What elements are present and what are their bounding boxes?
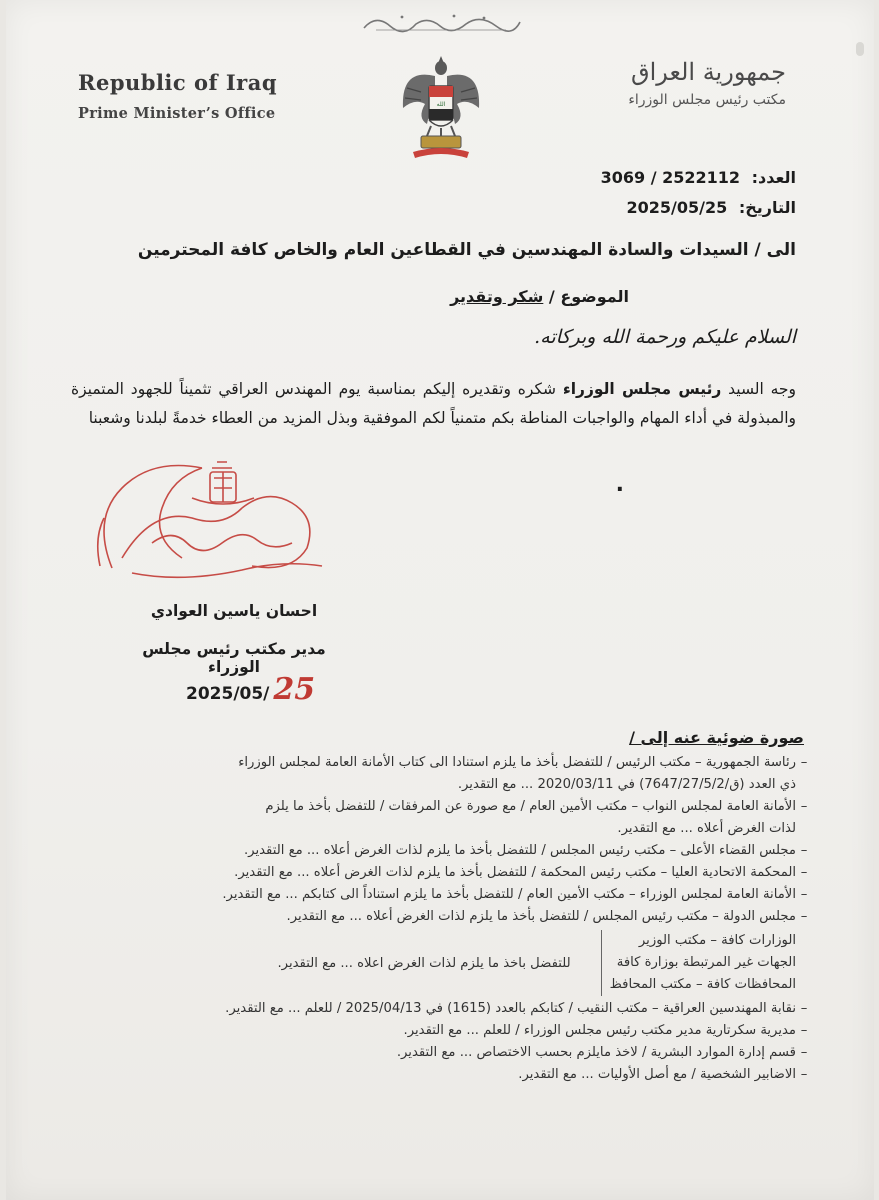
basmala-calligraphy	[356, 8, 526, 36]
cc-item-line: مجلس القضاء الأعلى – مكتب رئيس المجلس / للتفضل بأخذ ما يلزم لذات الغرض أعلاه ... مع التقدير.	[243, 843, 796, 858]
subject-value: شكر وتقدير	[450, 287, 544, 306]
subject-label: الموضوع /	[548, 287, 629, 306]
cc-item-line: لذات الغرض أعلاه ... مع التقدير.	[617, 821, 796, 836]
cc-item-line: رئاسة الجمهورية – مكتب الرئيس / للتفضل بأخذ ما يلزم استنادا الى كتاب الأمانة العامة لمجلس الوزراء	[238, 755, 796, 770]
cc-item-line: الاضابير الشخصية / مع أصل الأوليات ... مع التقدير.	[518, 1067, 796, 1082]
reference-date-label: التاريخ:	[738, 198, 796, 217]
cc-group-names	[601, 930, 796, 996]
cc-item: – مديرية سكرتارية مدير مكتب رئيس مجلس الوزراء / للعلم ... مع التقدير.	[52, 1020, 812, 1042]
subject-line	[450, 287, 629, 306]
english-subtitle: Prime Minister’s Office	[78, 105, 276, 122]
cc-list	[52, 752, 812, 1086]
signature-date-handwritten: 25	[273, 672, 316, 707]
stamp-icon	[92, 448, 342, 588]
cc-item-line: نقابة المهندسين العراقية – مكتب النقيب / كتابكم بالعدد (1615) في 2025/04/13 / للعلم ... مع التقدير.	[225, 1001, 796, 1016]
cc-item: – الأمانة العامة لمجلس النواب – مكتب الأمين العام / مع صورة عن المرفقات / للتفضل بأخذ ما يلزم لذات الغرض أعلاه ... مع التقدير.	[52, 796, 812, 840]
cc-item: – رئاسة الجمهورية – مكتب الرئيس / للتفضل بأخذ ما يلزم استنادا الى كتاب الأمانة العامة لمجلس الوزراء ذي العدد (ق/7647/27/5/2) في 2020/03/11 ... مع التقدير.	[52, 752, 812, 796]
arabic-subtitle: مكتب رئيس مجلس الوزراء	[628, 92, 786, 108]
reference-number-label: العدد:	[751, 168, 796, 187]
letter-body	[71, 375, 796, 433]
cc-item: – قسم إدارة الموارد البشرية / لاخذ مايلزم بحسب الاختصاص ... مع التقدير.	[52, 1042, 812, 1064]
cc-heading: صورة ضوئية عنه إلى /	[629, 728, 804, 747]
body-part-2: شكره وتقديره إليكم بمناسبة يوم المهندس العراقي تثميناً للجهود المتميزة والمبذولة في أداء المهام والواجبات المناطة بكم متمنياً لكم الموفقية وبذل المزيد من العطاء خدمةً لبلدنا وشعبنا	[71, 380, 796, 427]
body-bold: رئيس مجلس الوزراء	[562, 380, 722, 398]
basmala-icon	[356, 8, 526, 36]
cc-item-line: المحكمة الاتحادية العليا – مكتب رئيس المحكمة / للتفضل بأخذ ما يلزم لذات الغرض أعلاه ... مع التقدير.	[234, 865, 796, 880]
cc-item-line: الأمانة العامة لمجلس النواب – مكتب الأمين العام / مع صورة عن المرفقات / للتفضل بأخذ ما يلزم	[265, 799, 796, 814]
cc-group	[52, 930, 812, 996]
svg-text:الله: الله	[436, 101, 446, 108]
body-part-1: وجه السيد	[721, 380, 796, 398]
reference-number-value: 3069 / 2522112	[600, 168, 741, 187]
reference-number	[601, 168, 796, 187]
reference-date	[626, 198, 796, 217]
cc-item: – الاضابير الشخصية / مع أصل الأوليات ... مع التقدير.	[52, 1064, 812, 1086]
signer-name: احسان ياسين العوادي	[150, 602, 318, 620]
cc-item: – المحكمة الاتحادية العليا – مكتب رئيس المحكمة / للتفضل بأخذ ما يلزم لذات الغرض أعلاه ... مع التقدير.	[52, 862, 812, 884]
body-end: .	[615, 472, 624, 497]
arabic-letterhead	[536, 58, 786, 108]
cc-group-name: الوزارات كافة – مكتب الوزير	[638, 933, 796, 948]
signature-date	[186, 672, 315, 707]
addressee: الى / السيدات والسادة المهندسين في القطاعين العام والخاص كافة المحترمين	[137, 240, 796, 260]
letter-page	[6, 0, 874, 1200]
cc-item-line: الأمانة العامة لمجلس الوزراء – مكتب الأمين العام / للتفضل بأخذ ما يلزم استناداً الى كتابكم ... مع التقدير.	[222, 887, 796, 902]
arabic-title: جمهورية العراق	[630, 58, 786, 86]
cc-item: – مجلس القضاء الأعلى – مكتب رئيس المجلس / للتفضل بأخذ ما يلزم لذات الغرض أعلاه ... مع التقدير.	[52, 840, 812, 862]
official-stamp	[92, 448, 342, 588]
cc-group-note: للتفضل باخذ ما يلزم لذات الغرض اعلاه ... مع التقدير.	[277, 955, 571, 971]
cc-item-line: مديرية سكرتارية مدير مكتب رئيس مجلس الوزراء / للعلم ... مع التقدير.	[403, 1023, 796, 1038]
english-letterhead	[78, 70, 338, 122]
punch-hole	[856, 42, 864, 56]
cc-item-line: مجلس الدولة – مكتب رئيس المجلس / للتفضل بأخذ ما يلزم لذات الغرض أعلاه ... مع التقدير.	[286, 909, 796, 924]
reference-date-value: 2025/05/25	[626, 198, 728, 217]
signer-title: مدير مكتب رئيس مجلس الوزراء	[142, 640, 326, 676]
cc-group-name: الجهات غير المرتبطة بوزارة كافة	[616, 955, 796, 970]
cc-group-name: المحافظات كافة – مكتب المحافظ	[609, 977, 796, 992]
english-title: Republic of Iraq	[78, 70, 278, 95]
cc-item-line: ذي العدد (ق/7647/27/5/2) في 2020/03/11 ... مع التقدير.	[457, 777, 796, 792]
greeting: السلام عليكم ورحمة الله وبركاته.	[534, 326, 796, 348]
cc-item: – الأمانة العامة لمجلس الوزراء – مكتب الأمين العام / للتفضل بأخذ ما يلزم استناداً الى كتابكم ... مع التقدير.	[52, 884, 812, 906]
iraq-eagle-emblem-icon	[391, 48, 491, 168]
cc-item: – نقابة المهندسين العراقية – مكتب النقيب / كتابكم بالعدد (1615) في 2025/04/13 / للعلم ... مع التقدير.	[52, 998, 812, 1020]
cc-item-line: قسم إدارة الموارد البشرية / لاخذ مايلزم بحسب الاختصاص ... مع التقدير.	[396, 1045, 796, 1060]
signature-date-printed: 2025/05/	[186, 684, 270, 704]
cc-item: – مجلس الدولة – مكتب رئيس المجلس / للتفضل بأخذ ما يلزم لذات الغرض أعلاه ... مع التقدير.	[52, 906, 812, 928]
